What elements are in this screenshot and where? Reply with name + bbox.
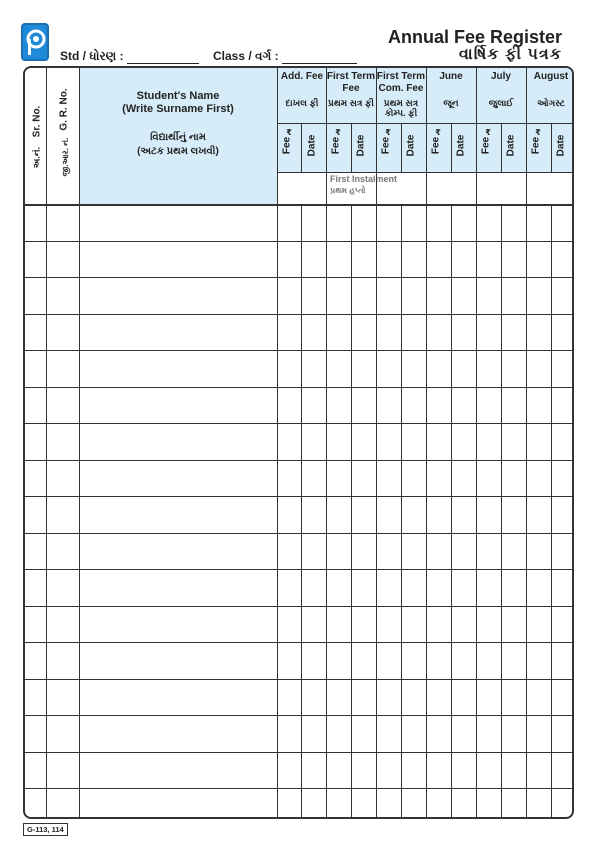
gr-no-header: G. R. No. <box>58 88 70 131</box>
date-subheader: Date <box>306 134 318 157</box>
table-row-line <box>25 423 574 424</box>
fee-group-title: Add. Fee <box>280 71 324 82</box>
student-name-gu-note: (અટક પ્રથમ લખવી) <box>137 146 219 157</box>
subcolumn-divider <box>301 204 302 819</box>
rupee-icon: ₹ <box>335 128 341 137</box>
sr-no-header: Sr. No. <box>31 105 43 138</box>
column-divider <box>476 68 477 819</box>
student-name-gu: વિદ્યાર્થીનું નામ <box>150 132 206 143</box>
form-code: G-113, 114 <box>23 823 68 836</box>
rupee-icon: ₹ <box>385 128 391 137</box>
first-instalment-gu-label: પ્રથમ હપ્તો <box>330 186 366 195</box>
fee-subheader: Fee <box>430 136 442 155</box>
subcolumn-divider <box>401 123 402 172</box>
fee-group-title: August <box>533 71 569 82</box>
table-row-line <box>25 460 574 461</box>
fee-group-title: July <box>490 71 511 82</box>
column-divider <box>376 68 377 819</box>
fee-group-title-gu: જુલાઈ <box>488 98 514 108</box>
subcolumn-divider <box>451 204 452 819</box>
subcolumn-divider <box>551 123 552 172</box>
fee-group-title-gu: પ્રથમ સત્ર કોમ્પ. ફી <box>383 98 419 119</box>
rupee-icon: ₹ <box>485 128 491 137</box>
subcolumn-divider <box>401 204 402 819</box>
table-row-line <box>25 679 574 680</box>
gr-no-gu-header: જી.આર. નં. <box>61 137 70 177</box>
student-name-note: (Write Surname First) <box>122 103 234 115</box>
column-divider <box>426 68 427 819</box>
p-logo-icon <box>21 23 49 61</box>
table-row-line <box>25 277 574 278</box>
rupee-icon: ₹ <box>535 128 541 137</box>
student-name-header: Student's Name <box>136 90 220 102</box>
class-field <box>213 49 357 64</box>
date-subheader: Date <box>355 134 367 157</box>
column-divider <box>526 68 527 819</box>
table-row-line <box>25 496 574 497</box>
date-subheader: Date <box>505 134 517 157</box>
table-row-line <box>25 642 574 643</box>
column-divider <box>326 68 327 819</box>
sr-no-gu-header: અ.નં. <box>31 146 42 169</box>
title-gujarati: વાર્ષિક ફી પત્રક <box>458 46 562 63</box>
header-divider <box>277 172 574 173</box>
title-english: Annual Fee Register <box>387 27 562 47</box>
column-divider <box>46 68 47 819</box>
fee-subheader: Fee <box>480 136 492 155</box>
table-row-line <box>25 350 574 351</box>
date-subheader: Date <box>555 134 567 157</box>
table-row-line <box>25 387 574 388</box>
std-field <box>60 49 199 64</box>
fee-group-title: First Term Com. Fee <box>376 71 426 94</box>
fee-group-title-gu: ઓગસ્ટ <box>537 98 565 108</box>
table-row-line <box>25 752 574 753</box>
header-divider <box>277 123 574 124</box>
std-label: Std / ધોરણ : <box>60 49 124 63</box>
table-row-line <box>25 788 574 789</box>
fee-group-title: June <box>439 71 463 82</box>
column-divider <box>79 68 80 819</box>
subcolumn-divider <box>351 123 352 172</box>
subcolumn-divider <box>301 123 302 172</box>
table-row-line <box>25 533 574 534</box>
header-bottom-line <box>25 204 574 206</box>
fee-group-title: First Term Fee <box>326 71 376 94</box>
table-row-line <box>25 569 574 570</box>
fee-group-title-gu: દાખલ ફી <box>285 98 319 108</box>
fee-subheader: Fee <box>380 136 392 155</box>
fee-subheader: Fee <box>330 136 342 155</box>
std-blank <box>127 51 199 64</box>
table-row-line <box>25 606 574 607</box>
fee-subheader: Fee <box>281 136 293 155</box>
fee-subheader: Fee <box>530 136 542 155</box>
subcolumn-divider <box>501 204 502 819</box>
subcolumn-divider <box>551 204 552 819</box>
table-row-line <box>25 715 574 716</box>
date-subheader: Date <box>455 134 467 157</box>
class-blank <box>282 51 357 64</box>
subcolumn-divider <box>501 123 502 172</box>
date-subheader: Date <box>405 134 417 157</box>
subcolumn-divider <box>351 204 352 819</box>
subcolumn-divider <box>451 123 452 172</box>
register-table <box>23 66 574 819</box>
table-row-line <box>25 241 574 242</box>
table-row-line <box>25 314 574 315</box>
class-label: Class / વર્ગ : <box>213 49 279 63</box>
fee-group-title-gu: પ્રથમ સત્ર ફી <box>328 98 374 108</box>
first-instalment-label: First Instalment <box>330 174 398 184</box>
column-divider <box>277 68 278 819</box>
fee-group-title-gu: જૂન <box>443 98 459 108</box>
rupee-icon: ₹ <box>435 128 441 137</box>
rupee-icon: ₹ <box>286 128 292 137</box>
